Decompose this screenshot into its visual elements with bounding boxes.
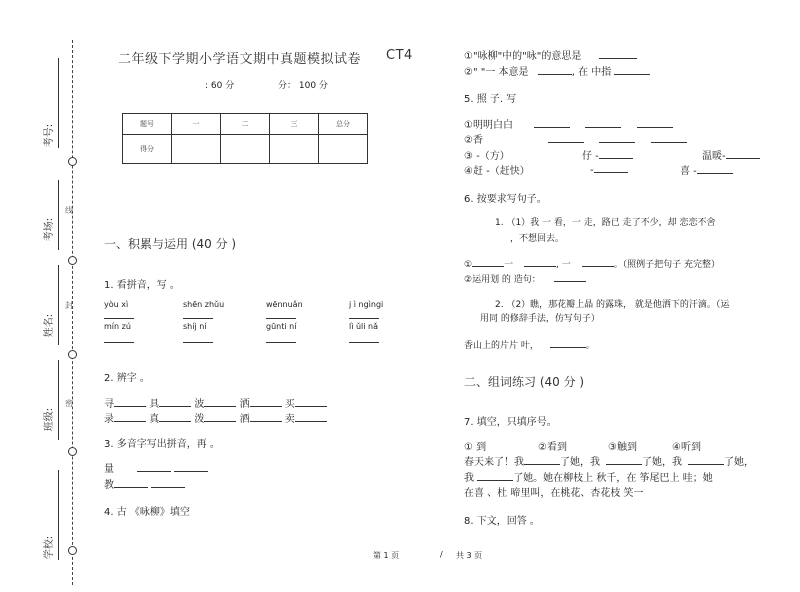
q7-passage-line-3: 在喜 、杜 啼里叫，在桃花、杏花枝 笑一 [464, 488, 644, 499]
q7-option: ① 到 [464, 442, 487, 453]
answer-blank[interactable] [538, 64, 572, 75]
q6-fill-text: 。（照例子把句子 充完整） [613, 260, 720, 270]
binding-mark-line: 线 [65, 206, 73, 215]
score-table-header: 一 [172, 114, 221, 135]
q4-sub-1-text: ①"咏柳"中的"咏"的意思是 [464, 51, 582, 62]
q5-line-3a: ③ -（方） [464, 151, 510, 162]
q5-line-4a: ④赶 -（赶快） [464, 166, 530, 177]
answer-blank[interactable] [534, 117, 570, 128]
question-2: 2. 辨字 。 [104, 373, 150, 384]
q7-text: 了她，我 [642, 457, 682, 468]
q6-fill-text: 一 [504, 260, 514, 270]
bianzi-char: 寻 [104, 399, 114, 410]
q5-item: - [590, 165, 594, 176]
q5-item: 仔 - [582, 151, 599, 162]
binding-hole [68, 546, 77, 555]
polyphone-row [104, 476, 185, 491]
q5-line-4c [680, 162, 733, 177]
score-table-header: 题号 [123, 114, 172, 135]
bianzi-char: 波 [194, 399, 205, 410]
q7-passage-line-1 [464, 453, 754, 468]
binding-underline [58, 360, 59, 440]
q5-line-3b [582, 147, 633, 162]
answer-blank[interactable] [137, 461, 171, 472]
answer-blank[interactable] [183, 308, 213, 319]
answer-blank[interactable] [295, 411, 327, 422]
exam-total-score: 分： 100 分 [278, 81, 328, 91]
answer-blank[interactable] [104, 332, 134, 343]
question-3: 3. 多音字写出拼音，再 。 [104, 439, 220, 450]
question-7: 7. 填空，只填序号。 [464, 417, 557, 428]
binding-hole [68, 350, 77, 359]
q5-example: ①明明白白 [464, 120, 513, 131]
binding-label-exam-no: 考号: [44, 123, 56, 148]
answer-blank[interactable] [548, 132, 584, 143]
exam-time: : 60 分 [205, 81, 235, 91]
answer-blank[interactable] [614, 64, 650, 75]
question-6: 6. 按要求写句子。 [464, 194, 547, 205]
score-cell [270, 135, 319, 164]
answer-blank[interactable] [114, 411, 146, 422]
answer-blank[interactable] [204, 396, 236, 407]
q6-sentence-make [464, 271, 586, 285]
q4-sub-2-text: ②" "一 本意是 [464, 67, 529, 78]
answer-blank[interactable] [726, 148, 760, 159]
score-cell [172, 135, 221, 164]
bianzi-char: 录 [104, 414, 114, 425]
q5-line-1 [464, 116, 673, 131]
q7-text: 了她， [724, 457, 754, 468]
pinyin-item: lì ǔli nǎ [349, 322, 379, 331]
pinyin-item: mín zú [104, 322, 131, 331]
section-heading-2: 二、组词练习 (40 分 ) [464, 375, 585, 389]
q7-option: ③触到 [608, 442, 637, 453]
answer-blank[interactable] [472, 256, 504, 267]
page-separator: / [440, 550, 443, 559]
answer-blank[interactable] [250, 396, 282, 407]
score-table-row-label: 得分 [123, 135, 172, 164]
score-table [122, 113, 368, 164]
q7-option: ②看到 [538, 442, 567, 453]
binding-label-class: 班级: [44, 407, 56, 432]
answer-blank[interactable] [174, 461, 208, 472]
bianzi-char: 酒 [239, 414, 250, 425]
answer-blank[interactable] [295, 396, 327, 407]
bianzi-row-1 [104, 395, 327, 410]
q6-fill-text: ① [464, 260, 473, 270]
answer-blank[interactable] [266, 308, 296, 319]
answer-blank[interactable] [114, 477, 148, 488]
answer-blank[interactable] [159, 396, 191, 407]
answer-blank[interactable] [637, 117, 673, 128]
answer-blank[interactable] [582, 256, 614, 267]
answer-blank[interactable] [349, 332, 379, 343]
polyphone-char: 教 [104, 480, 114, 491]
binding-mark-seal: 封 [65, 301, 73, 310]
answer-blank[interactable] [114, 396, 146, 407]
answer-blank[interactable] [159, 411, 191, 422]
answer-blank[interactable] [151, 477, 185, 488]
binding-label-exam-room: 考场: [44, 217, 56, 242]
q6-fill-text: , 一 [555, 260, 571, 270]
score-cell [319, 135, 368, 164]
answer-blank[interactable] [599, 48, 637, 59]
q4-sub-2-mid: , 在 中指 [571, 67, 612, 78]
answer-blank[interactable] [183, 332, 213, 343]
answer-blank[interactable] [688, 454, 724, 465]
binding-hole [68, 447, 77, 456]
binding-underline [58, 180, 59, 250]
question-8: 8. 下文，回答 。 [464, 516, 540, 527]
answer-blank[interactable] [204, 411, 236, 422]
answer-blank[interactable] [266, 332, 296, 343]
binding-underline [58, 470, 59, 560]
q6-sentence-2-cont: 用同 的修辞手法，仿写句子） [480, 314, 600, 324]
q7-option: ④听到 [672, 442, 701, 453]
bianzi-char: 洒 [239, 399, 250, 410]
bianzi-char: 具 [149, 399, 160, 410]
section-heading-1: 一、积累与运用 (40 分 ) [104, 237, 237, 251]
question-4: 4. 古 《咏柳》填空 [104, 507, 190, 518]
q5-line-2 [464, 131, 687, 146]
answer-blank[interactable] [524, 256, 556, 267]
q7-text: 春天来了！我 [464, 457, 524, 468]
q6-fill-text: 香山上的片片 叶， [464, 341, 539, 351]
page-total: 共 3 页 [456, 551, 483, 560]
bianzi-char: 真 [149, 414, 160, 425]
answer-blank[interactable] [651, 132, 687, 143]
binding-underline [58, 265, 59, 345]
answer-blank[interactable] [554, 271, 586, 282]
polyphone-char: 量 [104, 464, 114, 475]
question-1: 1. 看拼音，写 。 [104, 280, 180, 291]
answer-blank[interactable] [697, 163, 733, 174]
binding-mark-secret: 密 [65, 399, 73, 408]
q4-sub-1 [464, 47, 637, 62]
pinyin-item: wēnnuǎn [266, 300, 303, 309]
binding-underline [58, 58, 59, 148]
binding-label-school: 学校: [44, 535, 56, 560]
answer-blank[interactable] [585, 117, 621, 128]
answer-blank[interactable] [594, 162, 628, 173]
bianzi-row-2 [104, 410, 327, 425]
paper-code: CT4 [386, 48, 413, 63]
bianzi-char: 买 [284, 399, 295, 410]
q6-fill-row [464, 256, 720, 270]
period: 。 [585, 341, 595, 351]
answer-blank[interactable] [599, 132, 635, 143]
page-title: 二年级下学期小学语文期中真题模拟试卷 [118, 52, 362, 67]
binding-label-name: 姓名: [44, 313, 56, 338]
q5-item: 温暖- [702, 151, 726, 162]
q5-line-3c [702, 147, 760, 162]
q6-fill-text: ②运用划 的 造句： [464, 275, 541, 285]
answer-blank[interactable] [606, 454, 642, 465]
answer-blank[interactable] [599, 148, 633, 159]
question-5: 5. 照 子. 写 [464, 94, 517, 105]
q6-imitate-row [464, 337, 595, 351]
answer-blank[interactable] [477, 470, 513, 481]
q7-text: 我 [464, 473, 474, 484]
answer-blank[interactable] [104, 308, 134, 319]
answer-blank[interactable] [550, 337, 586, 348]
score-table-header: 三 [270, 114, 319, 135]
q6-sentence-1-cont: ，不想回去。 [510, 234, 565, 244]
polyphone-row [104, 460, 208, 475]
answer-blank[interactable] [250, 411, 282, 422]
pinyin-item: gūnti ní [266, 322, 297, 331]
q5-item: ②香 [464, 135, 483, 146]
pinyin-item: j ì ngìngi [349, 300, 384, 309]
q7-text: 了她，我 [560, 457, 600, 468]
pinyin-item: shíj ní [183, 322, 207, 331]
score-table-header: 二 [221, 114, 270, 135]
binding-dashed-line [72, 40, 73, 585]
score-table-header: 总分 [319, 114, 368, 135]
q5-line-4b [590, 162, 628, 176]
q5-item: 喜 - [680, 166, 697, 177]
binding-hole [68, 157, 77, 166]
q4-sub-2 [464, 63, 650, 78]
q6-sentence-1: 1. （1）我 一 看，一 走，路已 走了不少，却 恋恋不舍 [495, 218, 716, 228]
bianzi-char: 卖 [284, 414, 295, 425]
answer-blank[interactable] [524, 454, 560, 465]
pinyin-item: yòu xì [104, 300, 129, 309]
q7-passage-line-2 [464, 469, 713, 484]
q6-sentence-2: 2. （2）瞧，那花瓣上晶 的露珠， 就是他洒下的汗滴。（运 [495, 300, 730, 310]
page-number: 第 1 页 [373, 551, 400, 560]
score-cell [221, 135, 270, 164]
bianzi-char: 泼 [194, 414, 205, 425]
answer-blank[interactable] [349, 308, 379, 319]
q7-text: 了她。她在柳枝上 秋千，在 筝尾巴上 哇；她 [513, 473, 713, 484]
binding-hole [68, 256, 77, 265]
pinyin-item: shēn zhǔu [183, 300, 225, 309]
